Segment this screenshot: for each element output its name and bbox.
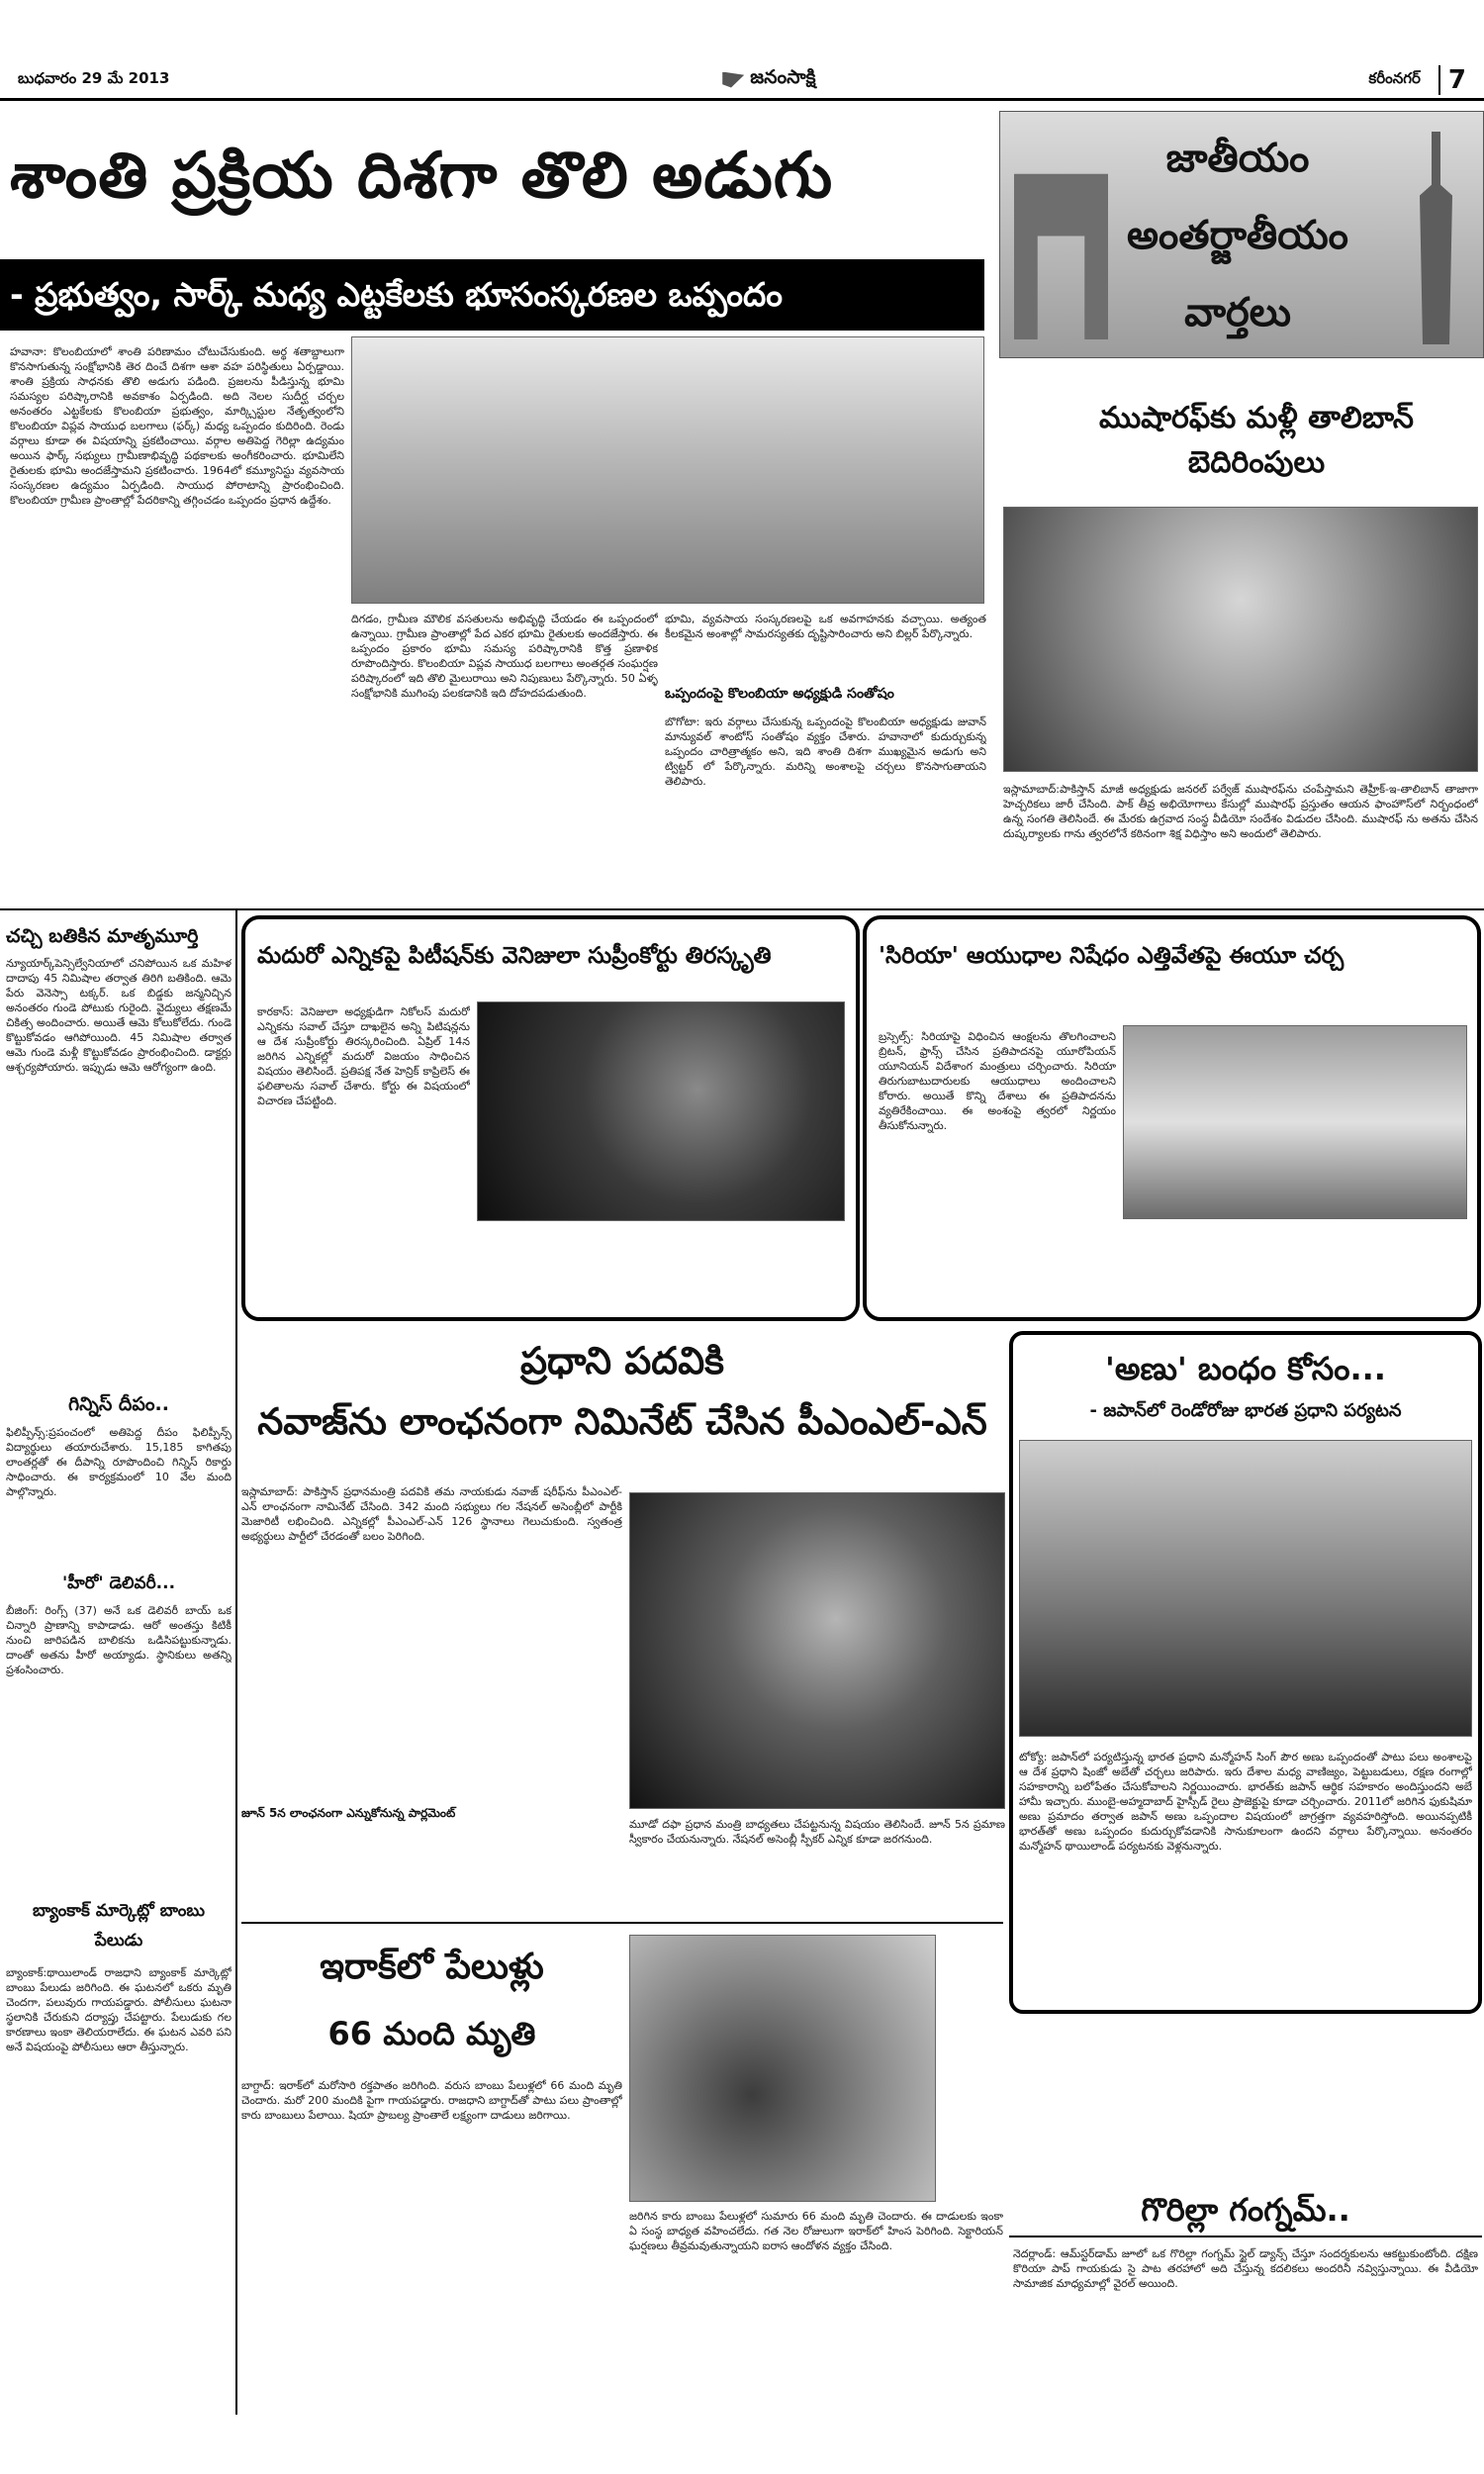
anu-photo [1019, 1440, 1472, 1737]
story-bangkok-body: బ్యాంకాక్:థాయిలాండ్ రాజధాని బ్యాంకాక్ మార్కెట్లో బాంబు పేలుడు జరిగింది. ఈ ఘటనలో ఒకరు మృతి చెందగా, పలువురు గాయపడ్డారు. పోలీసులు ఘటనా స్థలానికి చేరుకుని దర్యాప్తు చేపట్టారు. పేలుడుకు గల కారణాలు ఇంకా తెలియరాలేదు. ఈ ఘటన ఎవరి పని అనే విషయంపై పోలీసులు ఆరా తీస్తున్నారు. [6, 1966, 232, 2053]
column-rule [235, 910, 237, 2415]
nawaz-sub-title: జూన్ 5న లాంఛనంగా ఎన్నుకోనున్న పార్లమెంట్ [241, 1806, 456, 1820]
nawaz-body: ఇస్లామాబాద్: పాకిస్తాన్ ప్రధానమంత్రి పదవికి తమ నాయకుడు నవాజ్ షరీఫ్‌ను పీఎంఎల్-ఎన్ లాంఛనంగా నామినేట్ చేసింది. 342 మంది సభ్యులు గల నేషనల్ అసెంబ్లీలో పార్టీకి మెజారిటీ లభించింది. ఎన్నికల్లో పీఎంఎల్-ఎన్ 126 స్థానాలు గెలుచుకుంది. స్వతంత్ర అభ్యర్థులు పార్టీలో చేరడంతో బలం పెరిగింది. [241, 1485, 622, 1543]
nawaz-headline-2: నవాజ్‌ను లాంఛనంగా నిమినేట్ చేసిన పీఎంఎల్-ఎన్ [257, 1400, 987, 1443]
syria-photo [1123, 1025, 1467, 1219]
lead-body-mid: దిగడం, గ్రామీణ మౌలిక వసతులను అభివృద్ధి చేయడం ఈ ఒప్పందంలో ఉన్నాయి. గ్రామీణ ప్రాంతాల్లో పేద ఎకర భూమి రైతులకు అందజేస్తారు. ఈ ఒప్పందం ప్రకారం భూమి సమస్య పరిష్కారానికి కొత్త ప్రణాళిక రూపొందిస్తారు. కొలంబియా విప్లవ సాయుధ బలగాలు అంతర్గత సంఘర్షణ పరిష్కారంలో ఇది తొలి మైలురాయి అని నిపుణులు పేర్కొన్నారు. 50 ఏళ్ళ సంక్షోభానికి ముగింపు పలకడానికి ఇది దోహదపడుతుంది. [351, 613, 658, 700]
india-gate-icon [1014, 151, 1108, 339]
lead-sub2-title: ఒప్పందంపై కొలంబియా అధ్యక్షుడి సంతోషం [665, 686, 894, 702]
banner-line2: అంతర్జాతీయం [1127, 213, 1348, 258]
lead-headline: శాంతి ప్రక్రియ దిశగా తొలి అడుగు [10, 140, 834, 213]
musharraf-body: ఇస్లామాబాద్:పాకిస్తాన్ మాజీ అధ్యక్షుడు జనరల్ పర్వేజ్ ముషారఫ్‌ను చంపేస్తామని తెహ్రీక్-ఇ-తాలిబాన్ తాజాగా హెచ్చరికలు జారీ చేసింది. పాక్ తీవ్ర అభియోగాలు కేసుల్లో ముషారఫ్ ప్రస్తుతం ఆయన ఫాంహౌస్‌లో నిర్బంధంలో ఉన్న సంగతి తెలిసిందే. ఈ మేరకు ఉగ్రవాద సంస్థ వీడియో సందేశం విడుదల చేసింది. ముషారఫ్ ను అతను చేసిన దుష్కర్యాలకు గాను త్వరలోనే కఠినంగా శిక్ష విధిస్తాం అని అందులో తెలిపారు. [1003, 783, 1478, 840]
maduro-body: కారకాస్: వెనిజులా అధ్యక్షుడిగా నికోలస్ మదురో ఎన్నికను సవాల్ చేస్తూ దాఖలైన అన్ని పిటిషన్లను ఆ దేశ సుప్రీంకోర్టు తిరస్కరించింది. ఏప్రిల్ 14న జరిగిన ఎన్నికల్లో మదురో విజయం సాధించిన విషయం తెలిసిందే. ప్రతిపక్ష నేత హెన్రిక్ కాప్రిలెస్ ఈ ఫలితాలను సవాల్ చేశారు. కోర్టు ఈ విషయంలో విచారణ చేపట్టింది. [257, 1005, 470, 1107]
maduro-headline: మదురో ఎన్నికపై పిటీషన్‌కు వెనిజులా సుప్రీంకోర్టు తిరస్కృతి [257, 943, 772, 969]
liberty-statue-icon [1408, 132, 1467, 344]
iraq-photo [629, 1935, 936, 2202]
page-number: 7 [1438, 65, 1466, 95]
iraq-divider [241, 1922, 1003, 1924]
story-hero-body: బీజింగ్: రింగ్స్ (37) అనే ఒక డెలివరీ బాయ్ ఒక చిన్నారి ప్రాణాన్ని కాపాడాడు. ఆరో అంతస్తు కిటికీ నుంచి జారిపడిన బాలికను ఒడిసిపట్టుకున్నాడు. దాంతో అతను హీరో అయ్యాడు. స్థానికులు అతన్ని ప్రశంసించారు. [6, 1604, 232, 1676]
story-guinness-title: గిన్నిస్ దీపం.. [68, 1393, 169, 1415]
story-mother-body: న్యూయార్క్‌పెన్సిల్వేనియాలో చనిపోయిన ఒక మహిళ దాదాపు 45 నిమిషాల తర్వాత తిరిగి బతికింది. ఆమె పేరు వెనెస్సా టక్కర్. ఒక బిడ్డకు జన్మనిచ్చిన అనంతరం గుండె పోటుకు గురైంది. వైద్యులు తక్షణమే చికిత్స అందించారు. అయితే ఆమె కోలుకోలేదు. గుండె కొట్టుకోవడం ఆగిపోయింది. 45 నిమిషాల తర్వాత ఆమె గుండె మళ్లీ కొట్టుకోవడం ప్రారంభించింది. డాక్టర్లు ఆశ్చర్యపోయారు. ఇప్పుడు ఆమె ఆరోగ్యంగా ఉంది. [6, 957, 232, 1074]
issue-date: బుధవారం 29 మే 2013 [18, 68, 170, 87]
iraq-headline-2: 66 మంది మృతి [327, 2015, 536, 2052]
iraq-headline-1: ఇరాక్‌లో పేలుళ్లు [320, 1947, 544, 1987]
anu-headline-2: - జపాన్‌లో రెండోరోజు భారత ప్రధాని పర్యటన [1089, 1400, 1402, 1421]
flag-icon [722, 72, 744, 88]
story-bangkok-title: బ్యాంకాక్ మార్కెట్లో బాంబు పేలుడు [32, 1901, 206, 1951]
story-hero-title: 'హీరో' డెలివరీ... [61, 1573, 176, 1593]
story-mother-title: చచ్చి బతికిన మాతృమూర్తి [6, 925, 199, 947]
nawaz-headline-1: ప్రధాని పదవికి [520, 1339, 724, 1382]
lead-subhead: - ప్రభుత్వం, సార్క్ మధ్య ఎట్టకేలకు భూసంస్కరణల ఒప్పందం [0, 259, 984, 331]
syria-body: బ్రస్సెల్స్: సిరియాపై విధించిన ఆంక్షలను తొలగించాలని బ్రిటన్, ఫ్రాన్స్ చేసిన ప్రతిపాదనపై యూరోపియన్ యూనియన్ విదేశాంగ మంత్రులు చర్చించారు. సిరియా తిరుగుబాటుదారులకు ఆయుధాలు అందించాలని కోరారు. అయితే కొన్ని దేశాలు ఈ ప్రతిపాదనను వ్యతిరేకించాయి. ఈ అంశంపై త్వరలో నిర్ణయం తీసుకోనున్నారు. [879, 1030, 1116, 1132]
anu-headline-1: 'అణు' బంధం కోసం... [1105, 1350, 1386, 1387]
iraq-body: బాగ్దాద్: ఇరాక్‌లో మరోసారి రక్తపాతం జరిగింది. వరుస బాంబు పేలుళ్లలో 66 మంది మృతి చెందారు. మరో 200 మందికి పైగా గాయపడ్డారు. రాజధాని బాగ్దాద్‌తో పాటు పలు ప్రాంతాల్లో కారు బాంబులు పేలాయి. షియా ప్రాబల్య ప్రాంతాలే లక్ష్యంగా దాడులు జరిగాయి. [241, 2079, 622, 2122]
syria-headline: 'సిరియా' ఆయుధాల నిషేధం ఎత్తివేతపై ఈయూ చర్చ [879, 943, 1345, 969]
lead-body-right: భూమి, వ్యవసాయ సంస్కరణలపై ఒక అవగాహనకు వచ్చాయి. అత్యంత కీలకమైన అంశాల్లో సామరస్యతకు దృష్టిసారించారు అని బిల్లర్ పేర్కొన్నారు. [665, 613, 986, 640]
gorilla-headline: గొరిల్లా గంగ్నమ్.. [1009, 2182, 1482, 2237]
lead-photo [351, 336, 984, 604]
musharraf-photo [1003, 507, 1478, 772]
gorilla-body: నెదర్లాండ్: ఆమ్‌స్టర్‌డామ్ జూలో ఒక గొరిల్లా గంగ్నమ్ స్టైల్ డ్యాన్స్ చేస్తూ సందర్శకులను ఆకట్టుకుంటోంది. దక్షిణ కొరియా పాప్ గాయకుడు సై పాట తరహాలో అది చేస్తున్న కదలికలు అందరినీ నవ్విస్తున్నాయి. ఈ వీడియో సామాజిక మాధ్యమాల్లో వైరల్ అయింది. [1013, 2247, 1478, 2290]
iraq-body-2: జరిగిన కారు బాంబు పేలుళ్లలో సుమారు 66 మంది మృతి చెందారు. ఈ దాడులకు ఇంకా ఏ సంస్థ బాధ్యత వహించలేదు. గత నెల రోజులుగా ఇరాక్‌లో హింస పెరిగింది. సెక్టారియన్ ఘర్షణలు తీవ్రమవుతున్నాయని ఐరాస ఆందోళన వ్యక్తం చేసింది. [629, 2210, 1003, 2252]
lead-body-left: హవానా: కొలంబియాలో శాంతి పరిణామం చోటుచేసుకుంది. అర్థ శతాబ్దాలుగా కొనసాగుతున్న సంక్షోభానికి తెర దించే దిశగా ఆశా వహ పరిస్థితులు ఏర్పడ్డాయి. శాంతి ప్రక్రియ సాధనకు తొలి అడుగు పడింది. ప్రజలను పీడిస్తున్న భూమి సమస్యల పరిష్కారానికి అవకాశం ఏర్పడింది. అది నెలల సుదీర్ఘ చర్చల అనంతరం ఎట్టకేలకు కొలంబియా ప్రభుత్వం, మార్క్సిస్టుల నేతృత్వంలోని కొలంబియా విప్లవ సాయుధ బలగాలు (ఫర్క్) మధ్య ఒప్పందం కుదిరింది. రెండు వర్గాలు కూడా ఈ విషయాన్ని ప్రకటించాయి. వర్గాల అతిపెద్ద గెరిల్లా ఉద్యమం అయిన ఫార్క్ సభ్యులు గ్రామీణాభివృద్ధి పథకాలకు అంగీకరించారు. భూమిలేని రైతులకు భూమి అందజేస్తామని ప్రకటించారు. 1964లో కమ్యూనిస్టు వ్యవసాయ సంస్కరణల ఉద్యమం ఏర్పడింది. సాయుధ పోరాటాన్ని ప్రారంభించింది. కొలంబియా గ్రామీణ ప్రాంతాల్లో పేదరికాన్ని తగ్గించడం ఒప్పందం ప్రధాన ఉద్దేశం. [10, 345, 344, 507]
section-divider [0, 908, 1484, 910]
nawaz-body-2: మూడో దఫా ప్రధాన మంత్రి బాధ్యతలు చేపట్టనున్న విషయం తెలిసిందే. జూన్ 5న ప్రమాణ స్వీకారం చేయనున్నారు. నేషనల్ అసెంబ్లీ స్పీకర్ ఎన్నిక కూడా జరగనుంది. [629, 1818, 1005, 1846]
masthead-logo: జనంసాక్షి [722, 66, 815, 93]
nawaz-photo [629, 1492, 1005, 1809]
anu-body: టోక్యో: జపాన్‌లో పర్యటిస్తున్న భారత ప్రధాని మన్మోహన్ సింగ్ పౌర అణు ఒప్పందంతో పాటు పలు అంశాలపై ఆ దేశ ప్రధాని షింజో అబేతో చర్చలు జరిపారు. ఇరు దేశాల మధ్య వాణిజ్యం, పెట్టుబడులు, రక్షణ రంగాల్లో సహకారాన్ని బలోపేతం చేసుకోవాలని నిర్ణయించారు. భారత్‌కు జపాన్ ఆర్థిక సహకారం అందిస్తుందని అబే హామీ ఇచ్చారు. ముంబై-అహ్మదాబాద్ హైస్పీడ్ రైలు ప్రాజెక్టుపై కూడా చర్చించారు. 2011లో జరిగిన ఫుకుషిమా అణు ప్రమాదం తర్వాత జపాన్ అణు ఒప్పందాల విషయంలో జాగ్రత్తగా వ్యవహరిస్తోంది. అయినప్పటికీ భారత్‌తో అణు ఒప్పందం కుదుర్చుకోవడానికి సానుకూలంగా ఉందని వర్గాలు పేర్కొన్నాయి. అనంతరం మన్మోహన్ థాయిలాండ్ పర్యటనకు వెళ్లనున్నారు. [1019, 1751, 1472, 1853]
musharraf-headline: ముషారఫ్‌కు మళ్లీ తాలిబాన్ బెదిరింపులు [1098, 401, 1414, 480]
city-name: కరీంనగర్ [1368, 68, 1421, 87]
page-header [0, 61, 1484, 101]
banner-line3: వార్తలు [1184, 290, 1291, 335]
banner-line1: జాతీయం [1165, 136, 1310, 181]
story-guinness-body: ఫిలిప్పీన్స్:ప్రపంచంలో అతిపెద్ద దీపం ఫిలిప్పీన్స్ విద్యార్థులు తయారుచేశారు. 15,185 కాగితపు లాంతర్లతో ఈ దీపాన్ని రూపొందించి గిన్నిస్ రికార్డు సాధించారు. ఈ కార్యక్రమంలో 10 వేల మంది పాల్గొన్నారు. [6, 1426, 232, 1498]
maduro-photo [477, 1001, 845, 1221]
news-banner [999, 111, 1484, 358]
lead-sub2-body: బొగోటా: ఇరు వర్గాలు చేసుకున్న ఒప్పందంపై కొలంబియా అధ్యక్షుడు జువాన్ మాన్యువల్ శాంటోస్ సంతోషం వ్యక్తం చేశారు. హవానాలో కుదుర్చుకున్న ఒప్పందం చారిత్రాత్మకం అని, ఇది శాంతి దిశగా ముఖ్యమైన అడుగు అని ట్విట్టర్ లో పేర్కొన్నారు. మరిన్ని అంశాలపై చర్చలు కొనసాగుతాయని తెలిపారు. [665, 715, 986, 788]
